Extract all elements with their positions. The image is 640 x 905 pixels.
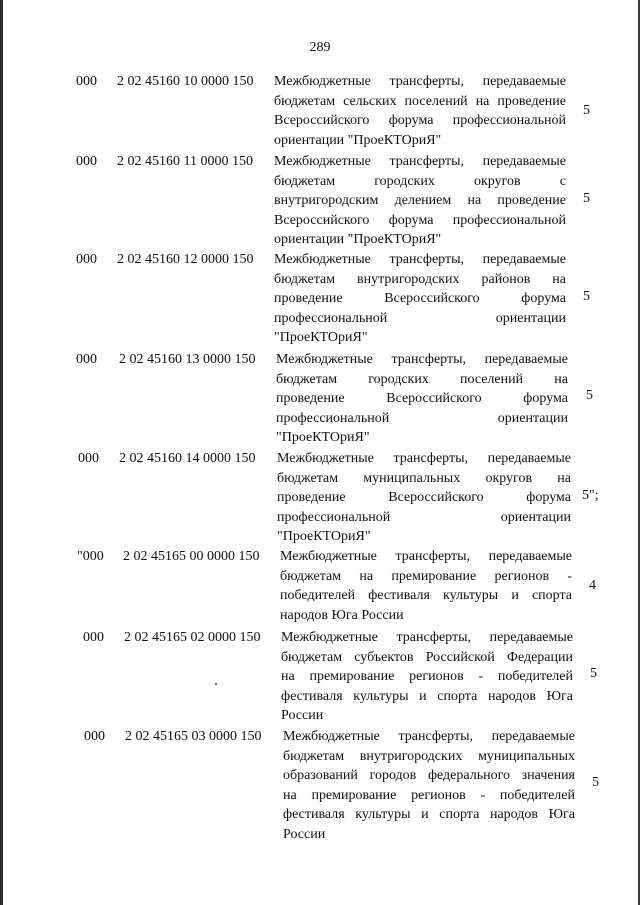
kbk-code-cell: 2 02 45160 13 0000 150 [119,352,256,367]
standard-value-cell: 5 [592,775,599,790]
kbk-code-cell: 2 02 45165 00 0000 150 [123,549,260,564]
name-line: внутригородским делением на проведение [274,193,566,209]
name-line: России [281,708,324,724]
kbk-code-cell: 2 02 45165 03 0000 150 [125,729,262,744]
name-line: ориентации "ПроеКТОриЯ" [274,232,442,248]
name-line: профессиональной ориентации [277,509,571,525]
name-line: Межбюджетные трансферты, передаваемые [283,729,575,744]
standard-value-cell: 5 [583,103,590,118]
name-line: бюджетам субъектов Российской Федерации [281,649,573,665]
name-line: бюджетам на премирование регионов - [280,568,572,584]
standard-value-cell: 5"; [582,488,599,503]
name-line: на премирование регионов - победителей [283,787,575,803]
standard-value-cell: 5 [583,289,590,304]
admin-code-cell: "000 [77,549,104,564]
admin-code-cell: 000 [84,729,105,744]
admin-code-cell: 000 [78,451,99,466]
scan-edge-left [0,0,3,905]
kbk-code-cell: 2 02 45165 02 0000 150 [124,630,261,645]
name-line: "ПроеКТОриЯ" [274,330,368,346]
scan-speck [215,683,217,685]
standard-value-cell: 5 [590,666,597,681]
name-line: "ПроеКТОриЯ" [277,529,371,545]
income-name-cell [274,72,566,150]
name-line: бюджетам сельских поселений на проведение [274,93,566,109]
income-name-cell [280,547,572,625]
standard-value-cell: 5 [583,191,590,206]
name-line: проведение Всероссийского форума [274,291,566,307]
admin-code-cell: 000 [76,252,97,267]
name-line: на премирование регионов - победителей [281,669,573,685]
standard-value-cell: 4 [589,578,596,593]
admin-code-cell: 000 [76,154,97,169]
name-line: бюджетам муниципальных округов на [277,470,571,486]
kbk-code-cell: 2 02 45160 14 0000 150 [119,451,256,466]
income-name-cell [276,350,568,448]
name-line: победителей фестиваля культуры и спорта [280,588,572,604]
name-line: Межбюджетные трансферты, передаваемые [274,154,566,169]
income-name-cell [274,152,566,250]
name-line: фестиваля культуры и спорта народов Юга [283,807,575,823]
name-line: Межбюджетные трансферты, передаваемые [277,451,571,466]
name-line: профессиональной ориентации [274,310,566,326]
kbk-code-cell: 2 02 45160 10 0000 150 [117,74,254,89]
name-line: профессиональной ориентации [276,410,568,426]
name-line: бюджетам городских округов с [274,173,566,189]
name-line: бюджетам городских поселений на [276,371,568,387]
name-line: бюджетам внутригородских муниципальных [283,748,575,764]
income-name-cell [277,449,571,547]
name-line: народов Юга России [280,607,404,623]
name-line: Межбюджетные трансферты, передаваемые [276,352,568,367]
name-line: фестиваля культуры и спорта народов Юга [281,688,573,704]
standard-value-cell: 5 [586,388,593,403]
admin-code-cell: 000 [76,74,97,89]
kbk-code-cell: 2 02 45160 12 0000 150 [117,252,254,267]
income-name-cell [281,628,573,726]
name-line: проведение Всероссийского форума [277,490,571,506]
admin-code-cell: 000 [83,630,104,645]
income-name-cell [283,727,575,845]
name-line: бюджетам внутригородских районов на [274,271,566,287]
name-line: Межбюджетные трансферты, передаваемые [274,252,566,267]
kbk-code-cell: 2 02 45160 11 0000 150 [117,154,253,169]
name-line: Всероссийского форума профессиональной [274,113,566,129]
name-line: проведение Всероссийского форума [276,391,568,407]
name-line: Всероссийского форума профессиональной [274,212,566,228]
name-line: Межбюджетные трансферты, передаваемые [280,549,572,564]
page-number: 289 [309,40,331,55]
name-line: образований городов федерального значения [283,768,575,784]
name-line: России [283,826,326,842]
income-name-cell [274,250,566,348]
name-line: Межбюджетные трансферты, передаваемые [281,630,573,645]
name-line: ориентации "ПроеКТОриЯ" [274,132,442,148]
name-line: Межбюджетные трансферты, передаваемые [274,74,566,89]
name-line: "ПроеКТОриЯ" [276,430,370,446]
admin-code-cell: 000 [76,352,97,367]
